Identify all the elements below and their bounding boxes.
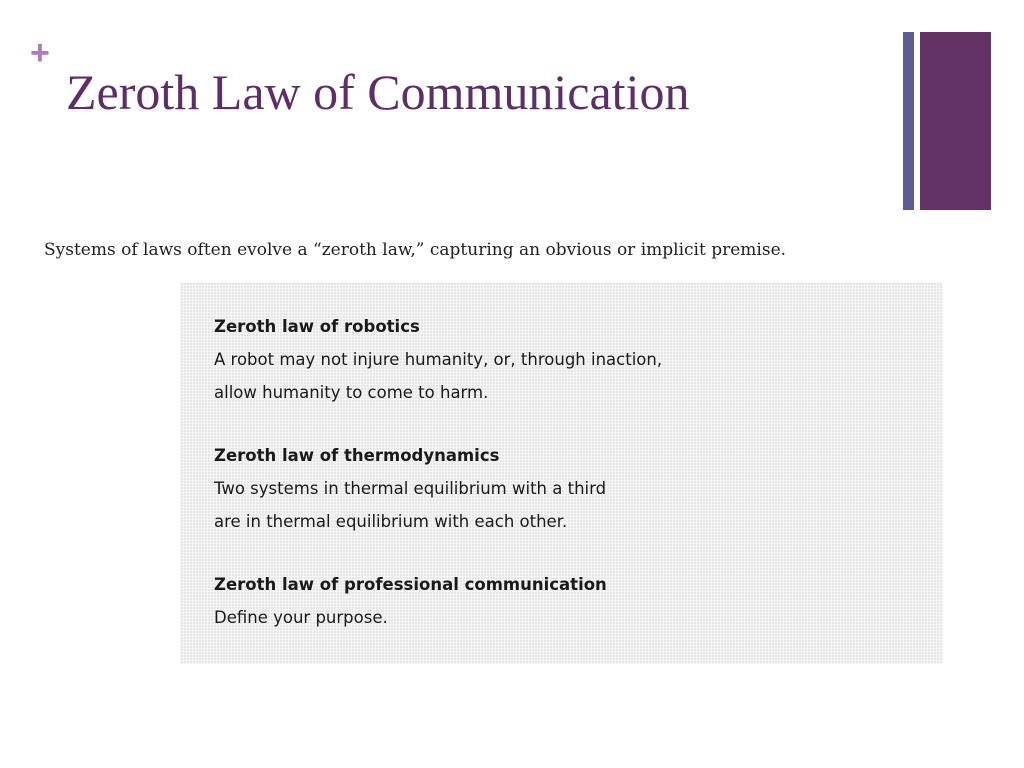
law-text-line: A robot may not injure humanity, or, through inaction,: [214, 350, 663, 369]
law-text-line: are in thermal equilibrium with each other.: [214, 512, 568, 531]
laws-panel: [180, 282, 943, 664]
law-heading: Zeroth law of thermodynamics: [214, 446, 500, 465]
law-text-line: Define your purpose.: [214, 608, 388, 627]
law-text-line: Two systems in thermal equilibrium with a third: [214, 479, 607, 498]
law-text-line: allow humanity to come to harm.: [214, 383, 489, 402]
law-professional-communication: [214, 568, 943, 634]
law-robotics: [214, 310, 943, 409]
intro-text: Systems of laws often evolve a “zeroth law,” capturing an obvious or implicit premise.: [44, 240, 787, 260]
slide-title: Zeroth Law of Communication: [66, 64, 690, 120]
plus-icon: +: [30, 34, 50, 72]
accent-bar-thin: [903, 32, 914, 210]
law-thermodynamics: [214, 439, 943, 538]
law-heading: Zeroth law of robotics: [214, 317, 420, 336]
accent-bar-thick: [920, 32, 991, 210]
law-heading: Zeroth law of professional communication: [214, 575, 607, 594]
